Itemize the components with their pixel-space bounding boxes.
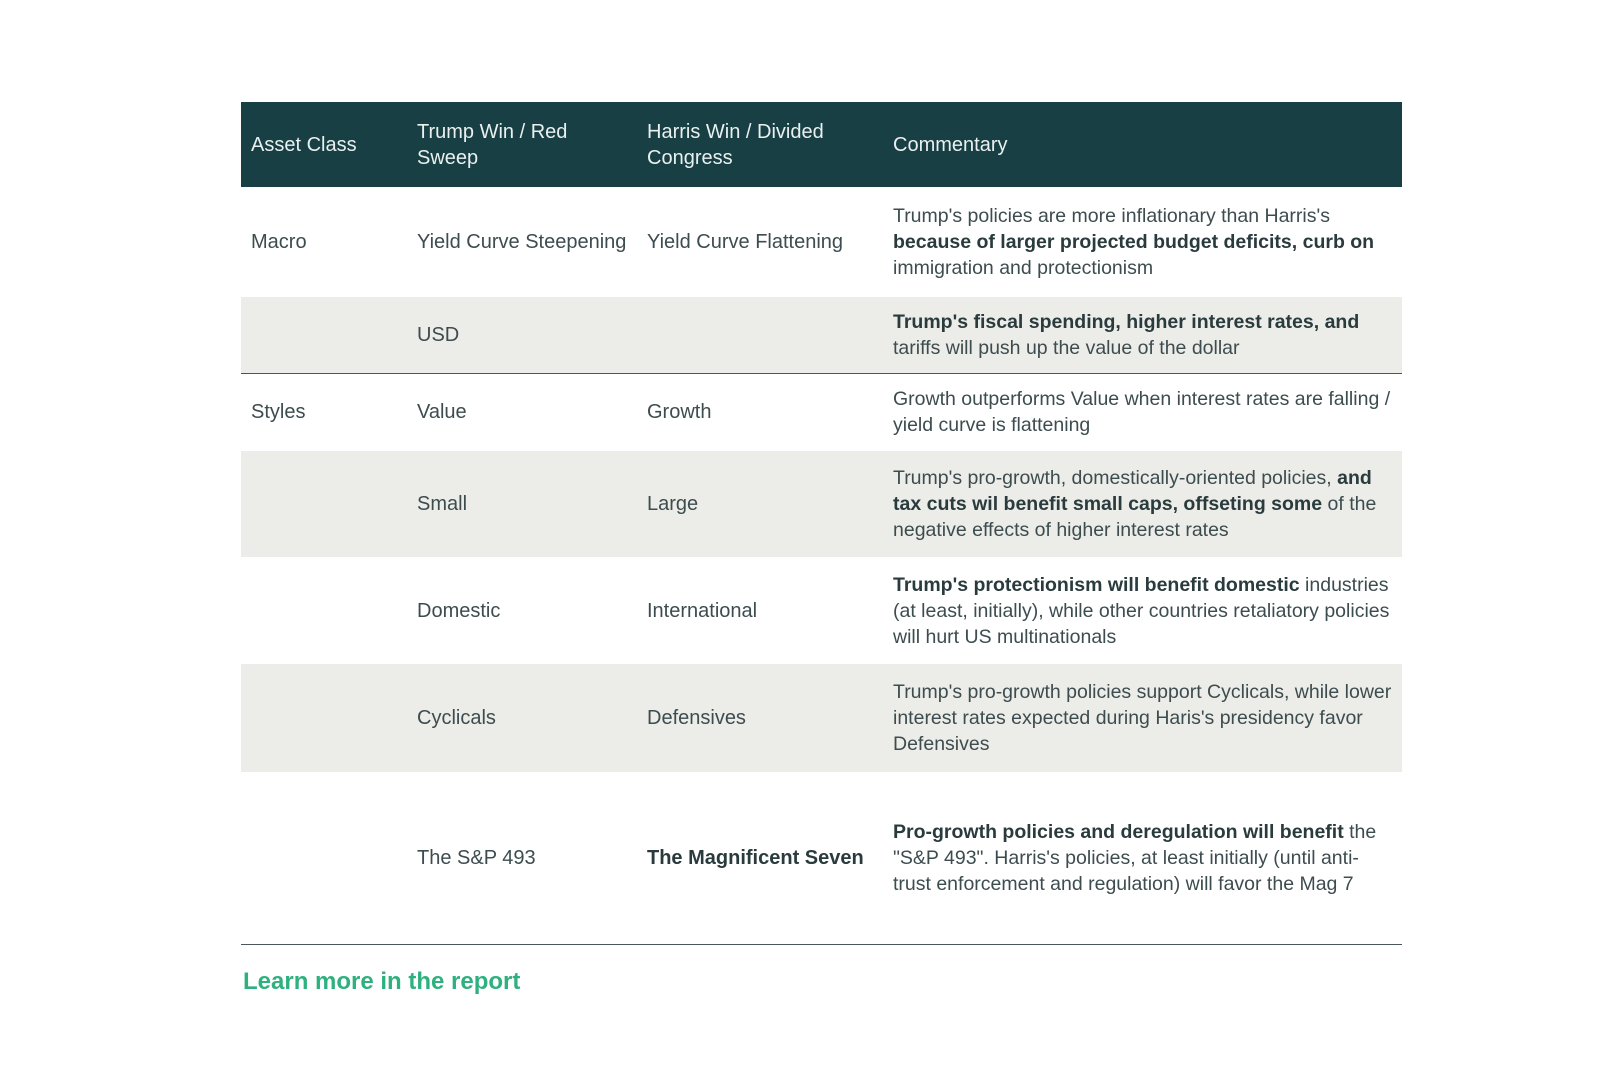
asset-class-cell — [241, 772, 407, 944]
header-trump-win: Trump Win / Red Sweep — [417, 120, 568, 169]
asset-class-cell: Macro — [251, 231, 307, 253]
asset-class-cell — [241, 297, 407, 373]
harris-cell: Large — [647, 493, 699, 515]
harris-cell: Growth — [647, 401, 712, 424]
table-row — [241, 373, 1402, 451]
commentary-text: industries (at least, initially), while other countries retaliatory policies will hurt US multinationals — [893, 573, 1390, 648]
commentary-cell — [883, 187, 1402, 297]
header-asset-class: Asset Class — [251, 133, 357, 156]
table-header-row — [241, 102, 1402, 187]
commentary-text: tariffs will push up the value of the dollar — [893, 336, 1240, 359]
commentary-cell — [883, 664, 1402, 772]
asset-class-cell — [241, 451, 407, 557]
trump-cell: Cyclicals — [417, 707, 496, 729]
commentary-text: Growth outperforms Value when interest rates are falling / yield curve is flattening — [893, 388, 1391, 437]
commentary-text: Trump's pro-growth policies support Cyclicals, while lower interest rates expected during Haris's presidency favor Defensives — [893, 681, 1392, 755]
commentary-emphasis: because of larger projected budget deficits, curb on — [893, 231, 1375, 253]
table-row — [241, 664, 1402, 772]
trump-cell: Domestic — [417, 599, 501, 622]
header-harris-win: Harris Win / Divided Congress — [647, 120, 824, 169]
commentary-emphasis: Pro-growth policies and deregulation will benefit — [893, 820, 1344, 843]
commentary-text: immigration and protectionism — [893, 257, 1154, 279]
commentary-cell — [883, 772, 1402, 944]
trump-cell: Value — [417, 401, 467, 424]
asset-class-cell — [241, 557, 407, 664]
harris-cell: International — [647, 599, 758, 622]
table-row — [241, 772, 1402, 944]
commentary-text: of the negative effects of higher interest rates — [893, 493, 1377, 541]
harris-cell: Yield Curve Flattening — [647, 231, 844, 253]
commentary-cell — [883, 297, 1402, 373]
learn-more-link[interactable]: Learn more in the report — [243, 968, 521, 995]
commentary-emphasis: Trump's protectionism will benefit domestic — [893, 573, 1300, 596]
trump-cell: USD — [407, 297, 637, 373]
trump-cell: The S&P 493 — [407, 772, 637, 944]
header-commentary: Commentary — [893, 133, 1008, 156]
table-row — [241, 557, 1402, 664]
harris-cell — [637, 297, 883, 373]
commentary-text: the "S&P 493". Harris's policies, at least initially (until anti-trust enforcement and regulation) will favor the Mag 7 — [893, 820, 1377, 895]
asset-class-cell — [241, 664, 407, 772]
comparison-table-wrapper — [241, 102, 1402, 945]
commentary-text: Trump's pro-growth, domestically-oriented policies, — [893, 467, 1338, 489]
commentary-emphasis: and tax cuts wil benefit small caps, offseting some — [893, 467, 1372, 515]
commentary-text: Trump's policies are more inflationary than Harris's — [893, 205, 1330, 227]
commentary-emphasis: Trump's fiscal spending, higher interest rates, and — [893, 310, 1360, 333]
harris-cell: Defensives — [647, 707, 746, 729]
trump-cell: Yield Curve Steepening — [417, 231, 627, 253]
table-row — [241, 187, 1402, 297]
commentary-cell — [883, 373, 1402, 451]
commentary-cell — [883, 451, 1402, 557]
trump-cell: Small — [417, 493, 468, 515]
asset-class-cell: Styles — [251, 401, 306, 424]
commentary-cell — [883, 557, 1402, 664]
table-row — [241, 297, 1402, 373]
election-scenarios-table — [241, 102, 1402, 945]
harris-cell: The Magnificent Seven — [637, 772, 883, 944]
table-row — [241, 451, 1402, 557]
